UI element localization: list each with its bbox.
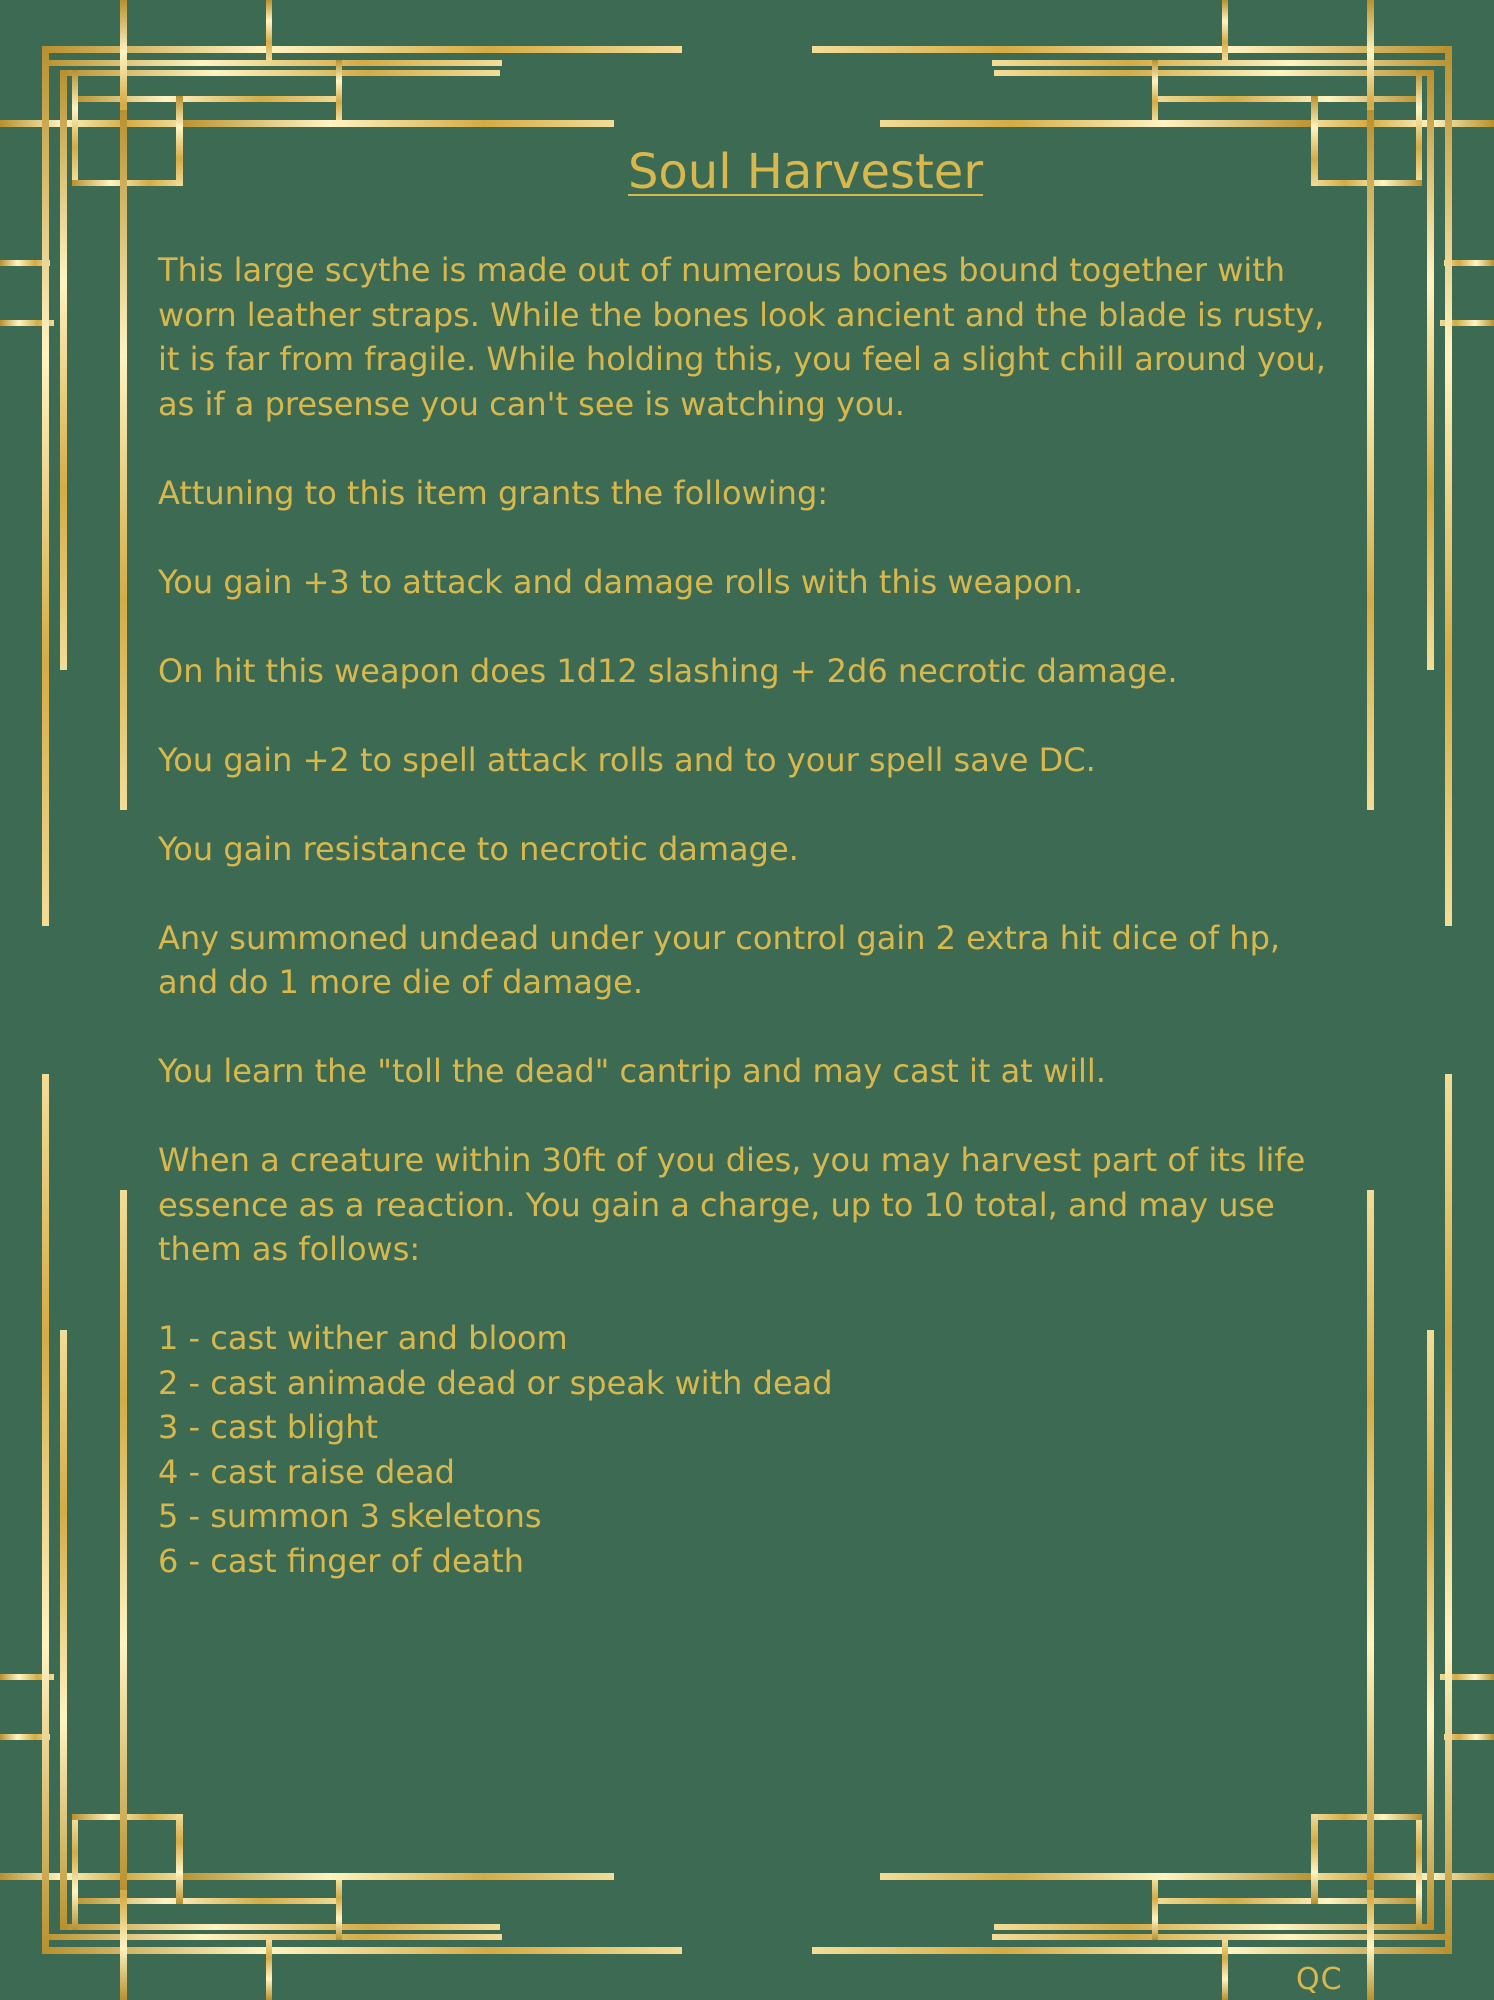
list-item: 5 - summon 3 skeletons [158, 1497, 542, 1535]
resistance-text: You gain resistance to necrotic damage. [158, 829, 799, 868]
list-item: 4 - cast raise dead [158, 1452, 455, 1491]
author-signature: QC [1296, 1962, 1343, 1997]
list-item: 1 - cast wither and bloom [158, 1319, 568, 1357]
attunement-intro: Attuning to this item grants the following: [158, 473, 829, 512]
item-card [158, 140, 1348, 1583]
undead-bonus-text: Any summoned undead under your control gain 2 extra hit dice of hp, and do 1 more die of damage. [158, 918, 1281, 1001]
list-item: 2 - cast animade dead or speak with dead [158, 1363, 833, 1402]
cantrip-text: You learn the "toll the dead" cantrip and may cast it at will. [158, 1052, 1106, 1090]
spell-bonus-text: You gain +2 to spell attack rolls and to your spell save DC. [158, 740, 1096, 779]
list-item: 6 - cast finger of death [158, 1541, 525, 1580]
charge-uses-list [158, 1316, 1348, 1583]
harvest-text: When a creature within 30ft of you dies, you may harvest part of its life essence as a reaction. You gain a charge, up to 10 total, and may use them as follows: [158, 1141, 1306, 1268]
list-item: 3 - cast blight [158, 1408, 379, 1446]
damage-text: On hit this weapon does 1d12 slashing + 2d6 necrotic damage. [158, 651, 1178, 690]
attack-bonus-text: You gain +3 to attack and damage rolls with this weapon. [158, 562, 1084, 601]
description-paragraph: This large scythe is made out of numerous bones bound together with worn leather straps. While the bones look ancient and the blade is rusty, it is far from fragile. While holding this, you feel a slight chill around you, as if a presense you can't see is watching you. [158, 251, 1326, 423]
item-title: Soul Harvester [627, 144, 984, 200]
